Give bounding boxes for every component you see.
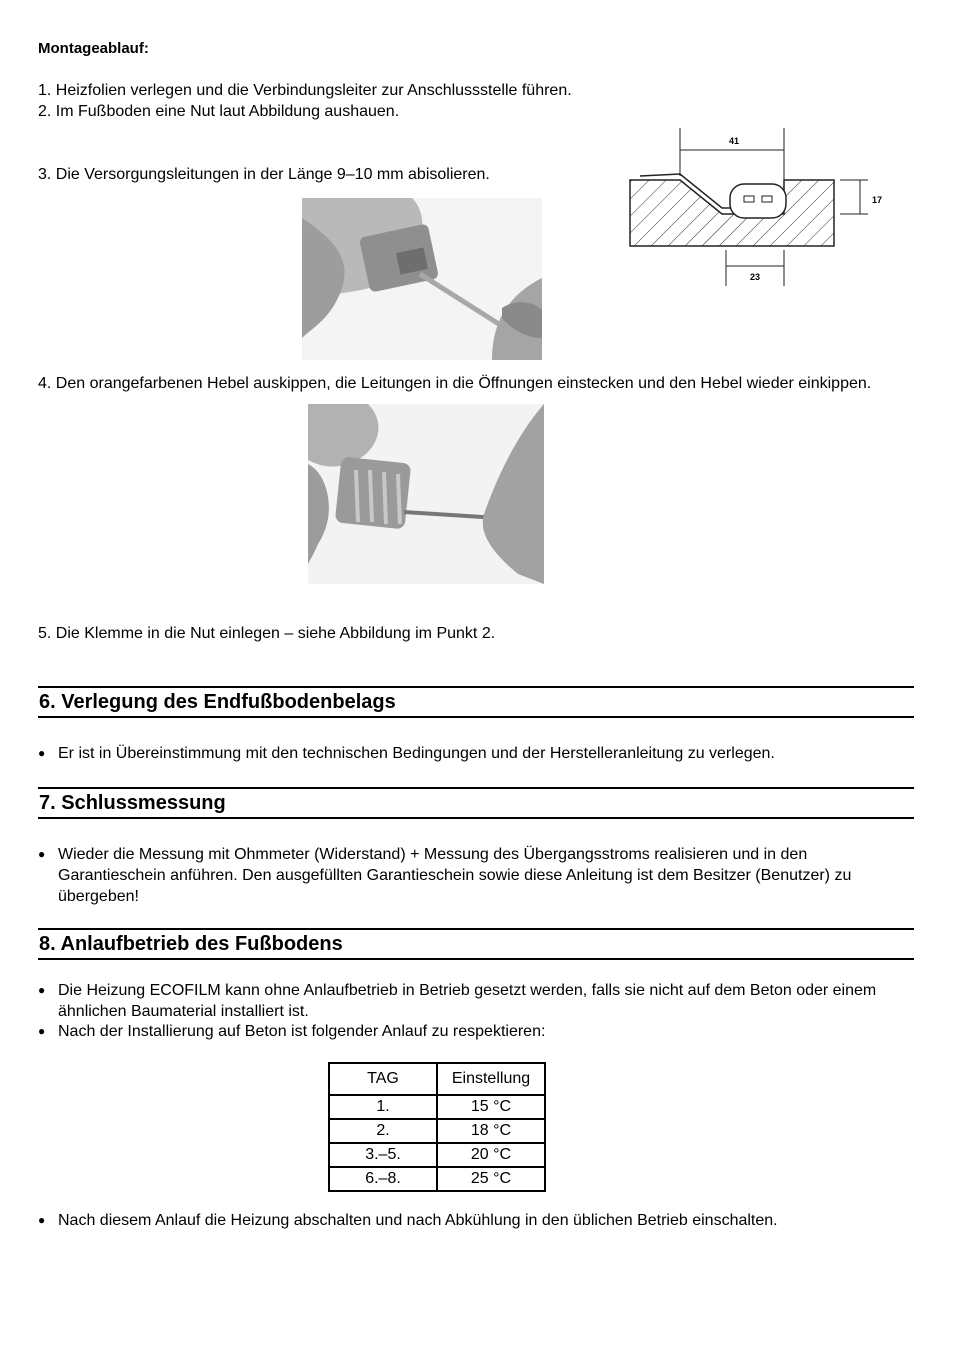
step-2: 2. Im Fußboden eine Nut laut Abbildung aushauen. (38, 103, 400, 120)
section-6-heading: 6. Verlegung des Endfußbodenbelags (38, 686, 914, 718)
bullet-icon: ● (38, 983, 46, 997)
startup-table (328, 1062, 546, 1192)
dim-height: 17 (872, 195, 883, 205)
section-7-heading: 7. Schlussmessung (38, 787, 914, 819)
section-8-heading: 8. Anlaufbetrieb des Fußbodens (38, 928, 914, 960)
bullet-icon: ● (38, 746, 46, 760)
step-3: 3. Die Versorgungsleitungen in der Länge 9–10 mm abisolieren. (38, 166, 490, 183)
table-cell: 18 °C (437, 1119, 545, 1143)
table-row (329, 1095, 545, 1119)
table-cell: 6.–8. (329, 1167, 437, 1191)
list-item: ● Nach diesem Anlauf die Heizung abschalten und nach Abkühlung in den üblichen Betrieb einschalten. (38, 1212, 778, 1229)
list-item: ● Wieder die Messung mit Ohmmeter (Widerstand) + Messung des Übergangsstroms realisieren und in den Garantieschein anführen. Den ausgefüllten Garantieschein sowie diese Anleitung ist dem Besitzer (Benutzer) zu übergeben! (38, 846, 852, 905)
photo-inserting-wire (308, 404, 544, 584)
table-row (329, 1119, 545, 1143)
dim-bottom: 23 (749, 272, 761, 282)
photo-stripping-wire (302, 198, 542, 360)
dim-width: 41 (728, 136, 740, 146)
table-header-row (329, 1063, 545, 1095)
montage-title: Montageablauf: (38, 40, 149, 57)
table-row (329, 1143, 545, 1167)
step-1: 1. Heizfolien verlegen und die Verbindungsleiter zur Anschlussstelle führen. (38, 82, 572, 99)
step-4: 4. Den orangefarbenen Hebel auskippen, die Leitungen in die Öffnungen einstecken und den Hebel wieder einkippen. (38, 375, 872, 392)
table-cell: 20 °C (437, 1143, 545, 1167)
bullet-icon: ● (38, 1024, 46, 1038)
table-cell: 3.–5. (329, 1143, 437, 1167)
step-5: 5. Die Klemme in die Nut einlegen – siehe Abbildung im Punkt 2. (38, 625, 496, 642)
table-cell: 15 °C (437, 1095, 545, 1119)
table-header-setting: Einstellung (437, 1063, 545, 1095)
table-cell: 2. (329, 1119, 437, 1143)
table-cell: 1. (329, 1095, 437, 1119)
bullet-icon: ● (38, 1213, 46, 1227)
groove-diagram (618, 126, 898, 290)
table-cell: 25 °C (437, 1167, 545, 1191)
list-item: ● Nach der Installierung auf Beton ist folgender Anlauf zu respektieren: (38, 1023, 546, 1040)
list-item: ● Die Heizung ECOFILM kann ohne Anlaufbetrieb in Betrieb gesetzt werden, falls sie nicht auf dem Beton oder einem ähnlichen Baumaterial installiert ist. (38, 982, 877, 1020)
bullet-icon: ● (38, 847, 46, 861)
list-item: ● Er ist in Übereinstimmung mit den technischen Bedingungen und der Herstelleranleitung zu verlegen. (38, 745, 775, 762)
table-header-tag: TAG (329, 1063, 437, 1095)
table-row (329, 1167, 545, 1191)
